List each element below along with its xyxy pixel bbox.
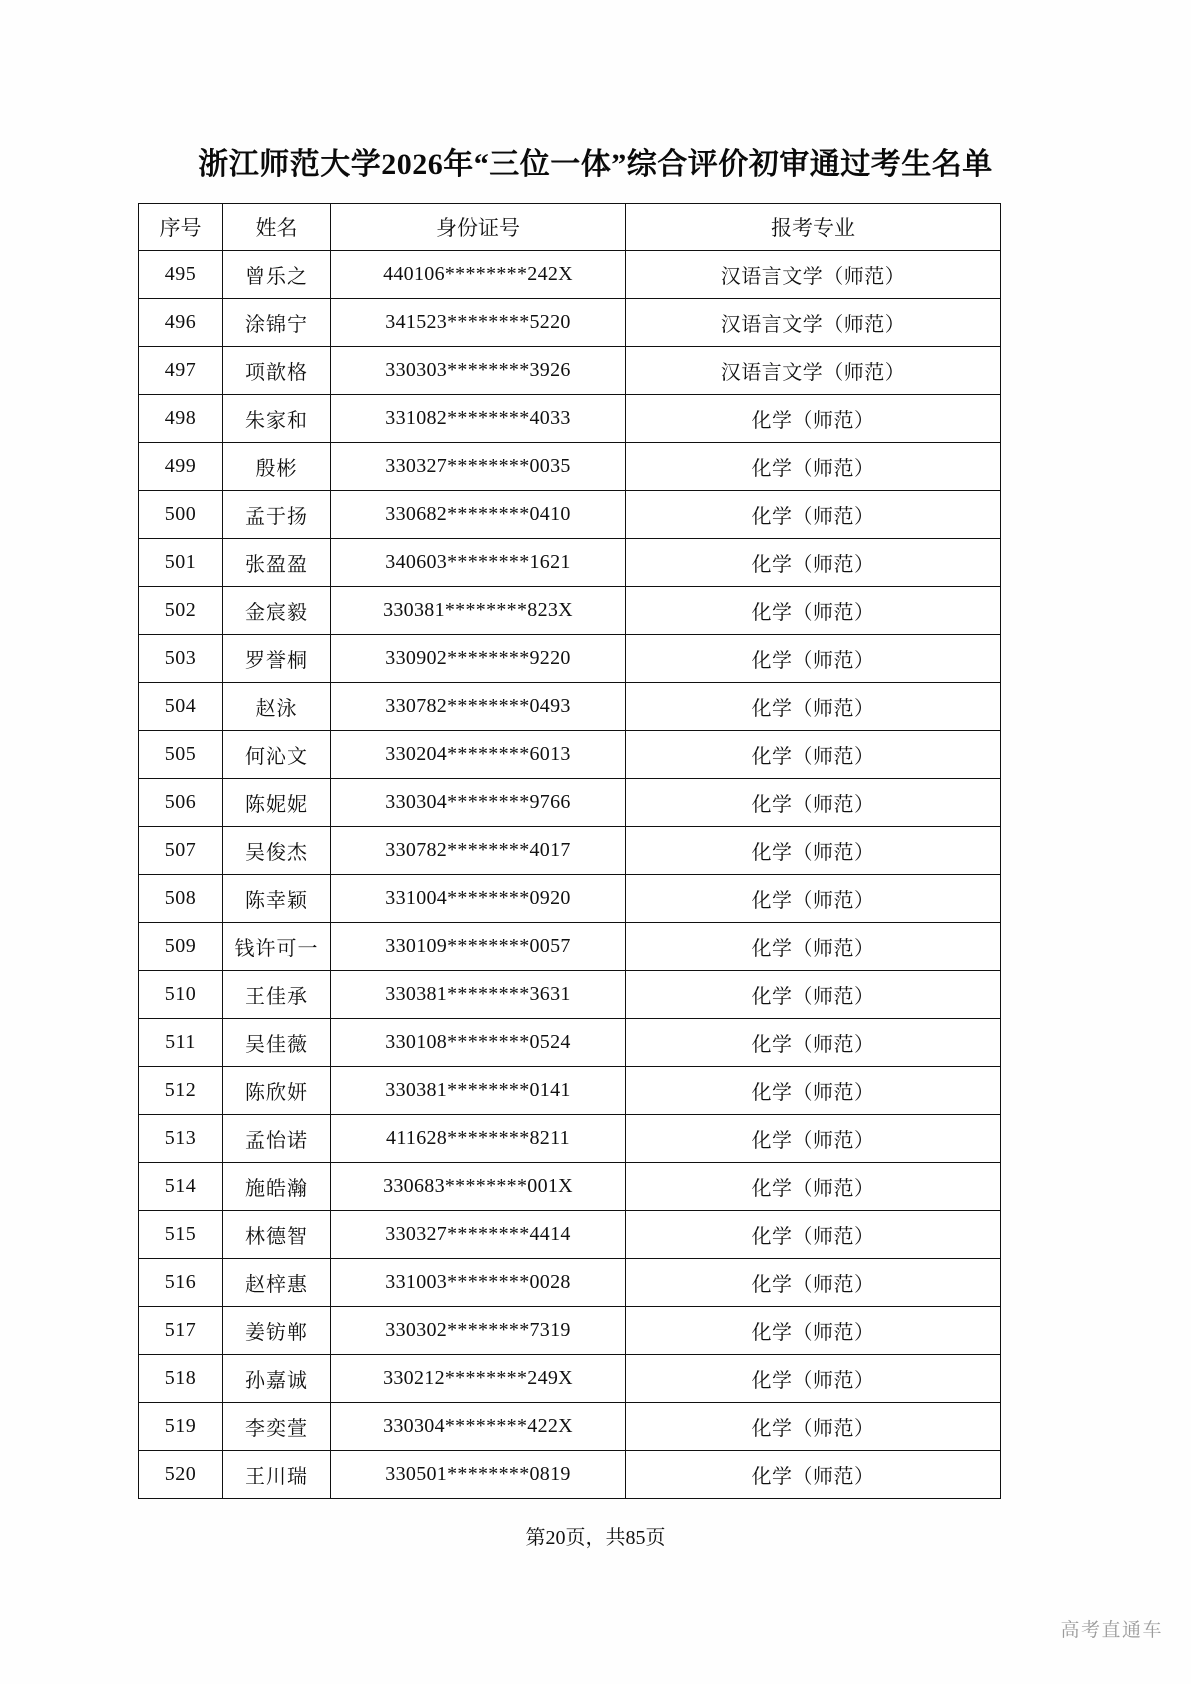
cell-seq: 499 <box>139 443 223 491</box>
cell-seq: 517 <box>139 1307 223 1355</box>
column-header-seq: 序号 <box>139 204 223 251</box>
cell-name: 施皓瀚 <box>223 1163 331 1211</box>
cell-seq: 506 <box>139 779 223 827</box>
cell-seq: 518 <box>139 1355 223 1403</box>
cell-major: 汉语言文学（师范） <box>626 299 1001 347</box>
cell-idno: 330303********3926 <box>331 347 626 395</box>
table-row <box>139 923 1001 971</box>
cell-seq: 513 <box>139 1115 223 1163</box>
cell-name: 钱许可一 <box>223 923 331 971</box>
cell-seq: 504 <box>139 683 223 731</box>
table-row <box>139 1451 1001 1499</box>
table-header <box>139 204 1001 251</box>
table-row <box>139 1259 1001 1307</box>
cell-seq: 503 <box>139 635 223 683</box>
cell-seq: 505 <box>139 731 223 779</box>
table-row <box>139 731 1001 779</box>
cell-seq: 520 <box>139 1451 223 1499</box>
page-title: 浙江师范大学2026年“三位一体”综合评价初审通过考生名单 <box>198 148 993 181</box>
roster-table-container <box>138 203 1000 1499</box>
cell-seq: 507 <box>139 827 223 875</box>
cell-name: 朱家和 <box>223 395 331 443</box>
cell-major: 化学（师范） <box>626 923 1001 971</box>
cell-name: 陈幸颖 <box>223 875 331 923</box>
cell-major: 化学（师范） <box>626 395 1001 443</box>
cell-idno: 331003********0028 <box>331 1259 626 1307</box>
cell-name: 姜钫郸 <box>223 1307 331 1355</box>
cell-name: 金宸毅 <box>223 587 331 635</box>
cell-idno: 330212********249X <box>331 1355 626 1403</box>
table-row <box>139 971 1001 1019</box>
table-row <box>139 491 1001 539</box>
cell-idno: 340603********1621 <box>331 539 626 587</box>
cell-name: 陈欣妍 <box>223 1067 331 1115</box>
watermark-label: 高考直通车 <box>1060 1620 1163 1641</box>
cell-name: 赵泳 <box>223 683 331 731</box>
cell-seq: 495 <box>139 251 223 299</box>
cell-idno: 330683********001X <box>331 1163 626 1211</box>
cell-major: 化学（师范） <box>626 587 1001 635</box>
cell-name: 孟于扬 <box>223 491 331 539</box>
cell-major: 化学（师范） <box>626 875 1001 923</box>
cell-major: 化学（师范） <box>626 539 1001 587</box>
cell-name: 王佳承 <box>223 971 331 1019</box>
cell-seq: 519 <box>139 1403 223 1451</box>
column-header-idno: 身份证号 <box>331 204 626 251</box>
table-row <box>139 395 1001 443</box>
cell-major: 化学（师范） <box>626 1115 1001 1163</box>
table-header-row <box>139 204 1001 251</box>
table-row <box>139 635 1001 683</box>
cell-major: 化学（师范） <box>626 1211 1001 1259</box>
cell-idno: 330302********7319 <box>331 1307 626 1355</box>
cell-idno: 330327********4414 <box>331 1211 626 1259</box>
table-row <box>139 1355 1001 1403</box>
cell-major: 化学（师范） <box>626 1067 1001 1115</box>
table-row <box>139 299 1001 347</box>
cell-idno: 330501********0819 <box>331 1451 626 1499</box>
cell-major: 化学（师范） <box>626 443 1001 491</box>
cell-major: 化学（师范） <box>626 1403 1001 1451</box>
table-row <box>139 587 1001 635</box>
cell-name: 吴俊杰 <box>223 827 331 875</box>
cell-seq: 501 <box>139 539 223 587</box>
cell-idno: 330108********0524 <box>331 1019 626 1067</box>
cell-seq: 497 <box>139 347 223 395</box>
column-header-major: 报考专业 <box>626 204 1001 251</box>
table-body <box>139 251 1001 1499</box>
cell-idno: 330782********4017 <box>331 827 626 875</box>
table-row <box>139 1211 1001 1259</box>
cell-major: 化学（师范） <box>626 635 1001 683</box>
cell-seq: 498 <box>139 395 223 443</box>
cell-name: 殷彬 <box>223 443 331 491</box>
column-header-name: 姓名 <box>223 204 331 251</box>
cell-idno: 331004********0920 <box>331 875 626 923</box>
cell-major: 汉语言文学（师范） <box>626 347 1001 395</box>
cell-seq: 509 <box>139 923 223 971</box>
cell-name: 王川瑞 <box>223 1451 331 1499</box>
table-row <box>139 443 1001 491</box>
cell-idno: 330304********9766 <box>331 779 626 827</box>
cell-major: 化学（师范） <box>626 731 1001 779</box>
cell-major: 化学（师范） <box>626 1163 1001 1211</box>
cell-idno: 341523********5220 <box>331 299 626 347</box>
cell-major: 化学（师范） <box>626 491 1001 539</box>
cell-major: 化学（师范） <box>626 1259 1001 1307</box>
cell-name: 孟怡诺 <box>223 1115 331 1163</box>
table-row <box>139 683 1001 731</box>
cell-major: 化学（师范） <box>626 971 1001 1019</box>
cell-name: 陈妮妮 <box>223 779 331 827</box>
cell-name: 项歆格 <box>223 347 331 395</box>
cell-idno: 411628********8211 <box>331 1115 626 1163</box>
table-row <box>139 1019 1001 1067</box>
cell-seq: 514 <box>139 1163 223 1211</box>
cell-seq: 511 <box>139 1019 223 1067</box>
roster-table <box>138 203 1001 1499</box>
cell-seq: 515 <box>139 1211 223 1259</box>
cell-name: 张盈盈 <box>223 539 331 587</box>
cell-seq: 500 <box>139 491 223 539</box>
cell-idno: 331082********4033 <box>331 395 626 443</box>
table-row <box>139 875 1001 923</box>
cell-seq: 496 <box>139 299 223 347</box>
cell-major: 汉语言文学（师范） <box>626 251 1001 299</box>
table-row <box>139 1307 1001 1355</box>
cell-idno: 330204********6013 <box>331 731 626 779</box>
cell-major: 化学（师范） <box>626 1307 1001 1355</box>
cell-major: 化学（师范） <box>626 1355 1001 1403</box>
cell-idno: 330381********823X <box>331 587 626 635</box>
table-row <box>139 827 1001 875</box>
table-row <box>139 251 1001 299</box>
cell-idno: 330304********422X <box>331 1403 626 1451</box>
cell-major: 化学（师范） <box>626 1451 1001 1499</box>
table-row <box>139 347 1001 395</box>
cell-major: 化学（师范） <box>626 779 1001 827</box>
cell-seq: 508 <box>139 875 223 923</box>
cell-idno: 330782********0493 <box>331 683 626 731</box>
cell-name: 何沁文 <box>223 731 331 779</box>
cell-major: 化学（师范） <box>626 1019 1001 1067</box>
cell-idno: 330381********0141 <box>331 1067 626 1115</box>
table-row <box>139 539 1001 587</box>
cell-name: 林德智 <box>223 1211 331 1259</box>
cell-seq: 502 <box>139 587 223 635</box>
cell-name: 李奕萱 <box>223 1403 331 1451</box>
table-row <box>139 1403 1001 1451</box>
cell-major: 化学（师范） <box>626 683 1001 731</box>
cell-idno: 330381********3631 <box>331 971 626 1019</box>
page-number-footer: 第20页，共85页 <box>525 1527 666 1549</box>
cell-name: 吴佳薇 <box>223 1019 331 1067</box>
cell-name: 赵梓惠 <box>223 1259 331 1307</box>
table-row <box>139 1067 1001 1115</box>
cell-idno: 330682********0410 <box>331 491 626 539</box>
cell-idno: 330109********0057 <box>331 923 626 971</box>
table-row <box>139 1163 1001 1211</box>
cell-name: 涂锦宁 <box>223 299 331 347</box>
cell-seq: 510 <box>139 971 223 1019</box>
cell-idno: 330902********9220 <box>331 635 626 683</box>
cell-name: 曾乐之 <box>223 251 331 299</box>
cell-seq: 516 <box>139 1259 223 1307</box>
cell-major: 化学（师范） <box>626 827 1001 875</box>
cell-seq: 512 <box>139 1067 223 1115</box>
cell-idno: 330327********0035 <box>331 443 626 491</box>
cell-name: 罗誉桐 <box>223 635 331 683</box>
cell-idno: 440106********242X <box>331 251 626 299</box>
cell-name: 孙嘉诚 <box>223 1355 331 1403</box>
table-row <box>139 1115 1001 1163</box>
table-row <box>139 779 1001 827</box>
